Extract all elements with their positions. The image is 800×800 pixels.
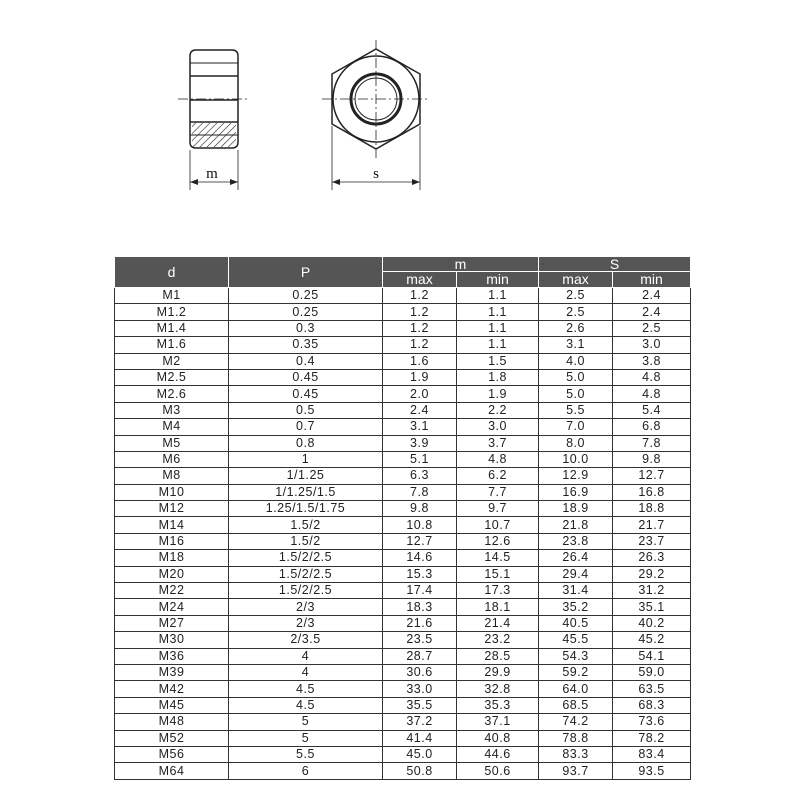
- cell-s-min: 21.7: [613, 517, 691, 533]
- cell-s-max: 12.9: [539, 468, 613, 484]
- cell-m-max: 28.7: [383, 648, 457, 664]
- cell-p: 0.25: [229, 304, 383, 320]
- cell-p: 5.5: [229, 746, 383, 762]
- cell-m-max: 7.8: [383, 484, 457, 500]
- cell-m-max: 3.9: [383, 435, 457, 451]
- cell-m-max: 5.1: [383, 451, 457, 467]
- table-row: [115, 369, 691, 385]
- cell-m-min: 1.1: [457, 288, 539, 304]
- table-row: [115, 730, 691, 746]
- cell-p: 0.4: [229, 353, 383, 369]
- cell-m-max: 1.9: [383, 369, 457, 385]
- cell-m-min: 1.9: [457, 386, 539, 402]
- cell-p: 2/3: [229, 615, 383, 631]
- cell-s-min: 9.8: [613, 451, 691, 467]
- cell-s-max: 5.5: [539, 402, 613, 418]
- table-row: [115, 419, 691, 435]
- cell-d: M39: [115, 664, 229, 680]
- cell-p: 1.5/2/2.5: [229, 550, 383, 566]
- cell-m-max: 9.8: [383, 501, 457, 517]
- cell-s-min: 40.2: [613, 615, 691, 631]
- cell-d: M52: [115, 730, 229, 746]
- table-row: [115, 566, 691, 582]
- cell-p: 0.8: [229, 435, 383, 451]
- cell-s-min: 68.3: [613, 697, 691, 713]
- cell-s-min: 23.7: [613, 533, 691, 549]
- cell-s-max: 16.9: [539, 484, 613, 500]
- cell-p: 6: [229, 763, 383, 779]
- cell-s-min: 4.8: [613, 369, 691, 385]
- table-row: [115, 353, 691, 369]
- cell-d: M4: [115, 419, 229, 435]
- cell-m-min: 12.6: [457, 533, 539, 549]
- cell-m-min: 17.3: [457, 583, 539, 599]
- table-row: [115, 599, 691, 615]
- table-row: [115, 402, 691, 418]
- cell-m-max: 14.6: [383, 550, 457, 566]
- cell-m-max: 17.4: [383, 583, 457, 599]
- cell-m-max: 21.6: [383, 615, 457, 631]
- cell-d: M27: [115, 615, 229, 631]
- cell-m-max: 35.5: [383, 697, 457, 713]
- table-row: [115, 386, 691, 402]
- cell-d: M1: [115, 288, 229, 304]
- table-row: [115, 320, 691, 336]
- table-row: [115, 714, 691, 730]
- header-s: S: [539, 257, 691, 272]
- cell-m-max: 6.3: [383, 468, 457, 484]
- cell-m-min: 10.7: [457, 517, 539, 533]
- cell-s-max: 54.3: [539, 648, 613, 664]
- cell-m-max: 41.4: [383, 730, 457, 746]
- table-row: [115, 337, 691, 353]
- cell-s-max: 18.9: [539, 501, 613, 517]
- cell-s-max: 68.5: [539, 697, 613, 713]
- cell-s-min: 3.8: [613, 353, 691, 369]
- cell-m-min: 40.8: [457, 730, 539, 746]
- cell-s-max: 2.5: [539, 304, 613, 320]
- cell-m-min: 1.5: [457, 353, 539, 369]
- cell-s-max: 40.5: [539, 615, 613, 631]
- cell-m-min: 4.8: [457, 451, 539, 467]
- cell-s-min: 78.2: [613, 730, 691, 746]
- cell-m-min: 44.6: [457, 746, 539, 762]
- cell-d: M30: [115, 632, 229, 648]
- cell-s-min: 3.0: [613, 337, 691, 353]
- cell-m-max: 50.8: [383, 763, 457, 779]
- cell-s-min: 2.5: [613, 320, 691, 336]
- header-s-min: min: [613, 272, 691, 288]
- cell-d: M5: [115, 435, 229, 451]
- cell-p: 0.35: [229, 337, 383, 353]
- cell-m-min: 9.7: [457, 501, 539, 517]
- cell-m-min: 3.0: [457, 419, 539, 435]
- cell-d: M6: [115, 451, 229, 467]
- cell-d: M14: [115, 517, 229, 533]
- cell-p: 1/1.25/1.5: [229, 484, 383, 500]
- cell-d: M48: [115, 714, 229, 730]
- table-row: [115, 681, 691, 697]
- cell-p: 2/3.5: [229, 632, 383, 648]
- cell-m-max: 15.3: [383, 566, 457, 582]
- cell-d: M1.4: [115, 320, 229, 336]
- cell-m-max: 1.2: [383, 288, 457, 304]
- cell-m-min: 18.1: [457, 599, 539, 615]
- cell-d: M45: [115, 697, 229, 713]
- cell-p: 1.5/2: [229, 533, 383, 549]
- cell-s-min: 54.1: [613, 648, 691, 664]
- cell-m-min: 23.2: [457, 632, 539, 648]
- cell-m-max: 1.2: [383, 320, 457, 336]
- cell-s-min: 59.0: [613, 664, 691, 680]
- cell-s-min: 26.3: [613, 550, 691, 566]
- cell-m-max: 1.2: [383, 337, 457, 353]
- dimension-label-m: m: [206, 166, 218, 182]
- cell-p: 0.3: [229, 320, 383, 336]
- table-row: [115, 632, 691, 648]
- header-s-max: max: [539, 272, 613, 288]
- cell-s-min: 4.8: [613, 386, 691, 402]
- header-d: d: [115, 257, 229, 288]
- cell-m-max: 45.0: [383, 746, 457, 762]
- cell-s-min: 2.4: [613, 288, 691, 304]
- cell-p: 1/1.25: [229, 468, 383, 484]
- cell-m-max: 10.8: [383, 517, 457, 533]
- cell-s-max: 74.2: [539, 714, 613, 730]
- cell-s-max: 3.1: [539, 337, 613, 353]
- cell-s-max: 64.0: [539, 681, 613, 697]
- cell-m-max: 1.2: [383, 304, 457, 320]
- table-row: [115, 583, 691, 599]
- cell-p: 0.5: [229, 402, 383, 418]
- cell-p: 5: [229, 730, 383, 746]
- table-row: [115, 533, 691, 549]
- cell-s-max: 10.0: [539, 451, 613, 467]
- cell-m-min: 50.6: [457, 763, 539, 779]
- header-m-max: max: [383, 272, 457, 288]
- header-p: P: [229, 257, 383, 288]
- cell-d: M42: [115, 681, 229, 697]
- hex-nut-drawings: [0, 0, 800, 240]
- cell-s-max: 93.7: [539, 763, 613, 779]
- hex-nut-dimension-table: [114, 256, 691, 780]
- cell-m-max: 23.5: [383, 632, 457, 648]
- cell-s-max: 2.6: [539, 320, 613, 336]
- cell-s-max: 83.3: [539, 746, 613, 762]
- cell-d: M18: [115, 550, 229, 566]
- cell-p: 1: [229, 451, 383, 467]
- cell-p: 1.5/2/2.5: [229, 566, 383, 582]
- table-row: [115, 468, 691, 484]
- cell-m-min: 2.2: [457, 402, 539, 418]
- cell-d: M2.6: [115, 386, 229, 402]
- cell-d: M36: [115, 648, 229, 664]
- cell-s-max: 21.8: [539, 517, 613, 533]
- cell-m-min: 1.1: [457, 320, 539, 336]
- cell-m-max: 1.6: [383, 353, 457, 369]
- cell-s-min: 31.2: [613, 583, 691, 599]
- cell-d: M2: [115, 353, 229, 369]
- cell-s-min: 35.1: [613, 599, 691, 615]
- cell-p: 4: [229, 664, 383, 680]
- cell-s-max: 31.4: [539, 583, 613, 599]
- cell-s-min: 6.8: [613, 419, 691, 435]
- cell-s-max: 23.8: [539, 533, 613, 549]
- cell-s-max: 7.0: [539, 419, 613, 435]
- cell-d: M22: [115, 583, 229, 599]
- cell-p: 4.5: [229, 697, 383, 713]
- cell-m-min: 1.1: [457, 304, 539, 320]
- cell-p: 2/3: [229, 599, 383, 615]
- cell-m-min: 1.8: [457, 369, 539, 385]
- cell-s-max: 5.0: [539, 369, 613, 385]
- table-row: [115, 501, 691, 517]
- cell-d: M8: [115, 468, 229, 484]
- cell-s-max: 45.5: [539, 632, 613, 648]
- cell-d: M3: [115, 402, 229, 418]
- cell-m-min: 35.3: [457, 697, 539, 713]
- hatched-section: [192, 123, 236, 147]
- cell-m-max: 2.4: [383, 402, 457, 418]
- cell-m-min: 28.5: [457, 648, 539, 664]
- cell-d: M12: [115, 501, 229, 517]
- cell-p: 1.5/2: [229, 517, 383, 533]
- cell-d: M56: [115, 746, 229, 762]
- cell-m-max: 12.7: [383, 533, 457, 549]
- cell-m-min: 6.2: [457, 468, 539, 484]
- table-row: [115, 451, 691, 467]
- cell-m-min: 14.5: [457, 550, 539, 566]
- cell-d: M24: [115, 599, 229, 615]
- cell-s-min: 73.6: [613, 714, 691, 730]
- cell-m-min: 21.4: [457, 615, 539, 631]
- cell-d: M20: [115, 566, 229, 582]
- cell-d: M64: [115, 763, 229, 779]
- cell-d: M1.2: [115, 304, 229, 320]
- table-row: [115, 550, 691, 566]
- cell-s-max: 2.5: [539, 288, 613, 304]
- cell-m-min: 7.7: [457, 484, 539, 500]
- cell-s-max: 4.0: [539, 353, 613, 369]
- cell-p: 1.25/1.5/1.75: [229, 501, 383, 517]
- cell-p: 5: [229, 714, 383, 730]
- cell-s-min: 83.4: [613, 746, 691, 762]
- table-row: [115, 435, 691, 451]
- cell-p: 0.7: [229, 419, 383, 435]
- cell-d: M1.6: [115, 337, 229, 353]
- table-row: [115, 484, 691, 500]
- cell-d: M16: [115, 533, 229, 549]
- table-row: [115, 615, 691, 631]
- cell-s-max: 26.4: [539, 550, 613, 566]
- cell-m-max: 3.1: [383, 419, 457, 435]
- cell-m-min: 3.7: [457, 435, 539, 451]
- cell-s-min: 5.4: [613, 402, 691, 418]
- cell-s-min: 12.7: [613, 468, 691, 484]
- table-row: [115, 697, 691, 713]
- cell-s-min: 18.8: [613, 501, 691, 517]
- cell-s-max: 29.4: [539, 566, 613, 582]
- cell-m-min: 29.9: [457, 664, 539, 680]
- cell-m-min: 32.8: [457, 681, 539, 697]
- cell-m-max: 33.0: [383, 681, 457, 697]
- cell-d: M10: [115, 484, 229, 500]
- table-row: [115, 664, 691, 680]
- cell-s-min: 45.2: [613, 632, 691, 648]
- cell-s-min: 7.8: [613, 435, 691, 451]
- header-m: m: [383, 257, 539, 272]
- header-m-min: min: [457, 272, 539, 288]
- cell-s-max: 8.0: [539, 435, 613, 451]
- cell-s-min: 63.5: [613, 681, 691, 697]
- table-row: [115, 746, 691, 762]
- cell-p: 4.5: [229, 681, 383, 697]
- cell-m-max: 2.0: [383, 386, 457, 402]
- cell-s-min: 29.2: [613, 566, 691, 582]
- cell-p: 0.45: [229, 386, 383, 402]
- dimension-label-s: s: [373, 166, 379, 182]
- table-row: [115, 648, 691, 664]
- cell-s-min: 2.4: [613, 304, 691, 320]
- cell-s-max: 78.8: [539, 730, 613, 746]
- cell-d: M2.5: [115, 369, 229, 385]
- cell-s-max: 59.2: [539, 664, 613, 680]
- cell-m-max: 18.3: [383, 599, 457, 615]
- table-row: [115, 763, 691, 779]
- cell-p: 1.5/2/2.5: [229, 583, 383, 599]
- cell-p: 0.45: [229, 369, 383, 385]
- cell-s-min: 16.8: [613, 484, 691, 500]
- cell-m-max: 37.2: [383, 714, 457, 730]
- table-row: [115, 288, 691, 304]
- cell-s-max: 5.0: [539, 386, 613, 402]
- cell-s-min: 93.5: [613, 763, 691, 779]
- cell-m-min: 37.1: [457, 714, 539, 730]
- table-row: [115, 517, 691, 533]
- cell-m-min: 15.1: [457, 566, 539, 582]
- table-row: [115, 304, 691, 320]
- table-body: [115, 288, 691, 780]
- cell-m-min: 1.1: [457, 337, 539, 353]
- cell-p: 4: [229, 648, 383, 664]
- cell-m-max: 30.6: [383, 664, 457, 680]
- cell-p: 0.25: [229, 288, 383, 304]
- cell-s-max: 35.2: [539, 599, 613, 615]
